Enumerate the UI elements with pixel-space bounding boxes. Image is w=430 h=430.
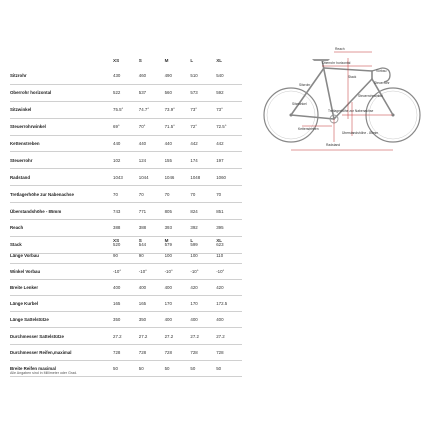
row-value: 442 bbox=[216, 141, 224, 146]
row-value: 73° bbox=[216, 107, 223, 113]
diagram-label-seat-tube: Sitzrohr bbox=[299, 83, 311, 87]
table-row bbox=[10, 68, 242, 85]
size-header-xs: XS bbox=[113, 57, 120, 63]
row-value: 197 bbox=[216, 157, 224, 163]
row-value: 90 bbox=[113, 253, 118, 259]
row-value: 1046 bbox=[164, 174, 175, 180]
frame-geometry-table bbox=[10, 52, 242, 254]
row-value: 805 bbox=[164, 208, 172, 214]
row-value: 75.5° bbox=[113, 107, 124, 113]
table-row bbox=[10, 264, 242, 280]
row-value: 27.2 bbox=[138, 333, 148, 339]
row-value: 50 bbox=[216, 365, 222, 371]
row-value: 560 bbox=[164, 90, 172, 96]
row-value: 124 bbox=[138, 157, 147, 163]
row-value: 388 bbox=[138, 225, 147, 231]
row-value: 537 bbox=[138, 90, 147, 96]
row-value: 490 bbox=[164, 73, 172, 79]
row-value: 392 bbox=[190, 225, 198, 231]
row-value: 74.7° bbox=[138, 107, 150, 113]
row-label: Länge Kurbel bbox=[10, 301, 39, 307]
row-value: 510 bbox=[190, 73, 198, 79]
footnote: Alle Angaben sind in Millimeter oder Grad. bbox=[10, 371, 78, 375]
row-value: 592 bbox=[216, 90, 224, 96]
row-label: Überstandshöhe - 85mm bbox=[10, 208, 62, 214]
row-label: Durchmesser Sattelstütze bbox=[10, 333, 64, 339]
row-value: 420 bbox=[190, 285, 198, 291]
size-header bbox=[10, 52, 242, 68]
size-header bbox=[10, 232, 242, 248]
row-value: 1060 bbox=[216, 174, 226, 180]
size-header-m: M bbox=[164, 237, 169, 243]
row-value: 442 bbox=[190, 141, 198, 146]
row-label: Länge Sattelstütze bbox=[10, 317, 49, 323]
table-row bbox=[10, 296, 242, 312]
row-label: Steuerrohr bbox=[10, 157, 33, 163]
row-label: Kettenstreben bbox=[10, 141, 40, 146]
diagram-label-head-tube: Steuerrohr bbox=[374, 81, 390, 85]
row-label: Breite Reifen maximal bbox=[10, 365, 56, 371]
table-row bbox=[10, 85, 242, 102]
diagram-label-standover: Überstandshöhe - 85mm bbox=[342, 131, 379, 135]
row-label: Breite Lenker bbox=[10, 285, 39, 291]
row-value: -10° bbox=[113, 269, 122, 275]
row-label: Sitzwinkel bbox=[10, 107, 32, 113]
row-value: 824 bbox=[190, 208, 198, 214]
table-row bbox=[10, 136, 242, 153]
bike-geometry-diagram bbox=[262, 42, 422, 162]
row-value: 100 bbox=[190, 253, 198, 259]
row-value: 728 bbox=[113, 349, 121, 355]
diagram-label-seat-angle: Sitzwinkel bbox=[292, 102, 307, 106]
row-value: 579 bbox=[164, 242, 172, 248]
row-value: 165 bbox=[138, 301, 147, 307]
row-value: 400 bbox=[164, 317, 172, 323]
row-value: 50 bbox=[164, 365, 170, 371]
row-value: 50 bbox=[138, 365, 144, 371]
row-value: 771 bbox=[138, 208, 147, 214]
row-value: 388 bbox=[113, 225, 121, 231]
row-value: 170 bbox=[164, 301, 172, 307]
row-value: 420 bbox=[216, 285, 224, 291]
row-value: 522 bbox=[113, 90, 121, 96]
size-header-l: L bbox=[190, 57, 194, 63]
diagram-label-chainstay: Kettenstreben bbox=[298, 127, 319, 131]
table-row bbox=[10, 102, 242, 119]
diagram-label-head-angle: Steuerrohrwinkel bbox=[358, 94, 383, 98]
row-value: 70 bbox=[216, 191, 222, 197]
row-value: 728 bbox=[216, 349, 224, 355]
frame-rows bbox=[10, 68, 242, 254]
row-value: 70 bbox=[138, 191, 144, 197]
row-value: -10° bbox=[190, 269, 199, 275]
size-header-m: M bbox=[164, 57, 169, 63]
diagram-label-bb-height: Tretlagerhöhe zur Nabenachse bbox=[328, 109, 374, 113]
row-value: 728 bbox=[138, 349, 147, 355]
row-value: 70 bbox=[113, 191, 118, 197]
table-row bbox=[10, 345, 242, 361]
row-value: 1044 bbox=[138, 174, 149, 180]
table-row bbox=[10, 119, 242, 136]
row-label: Tretlagerhöhe zur Nabenachse bbox=[10, 191, 74, 197]
size-header-s: S bbox=[138, 237, 142, 243]
row-value: 728 bbox=[164, 349, 172, 355]
row-value: 623 bbox=[216, 242, 224, 248]
row-value: 71.5° bbox=[164, 124, 175, 130]
row-value: 400 bbox=[216, 317, 224, 323]
diagram-label-stack: Stack bbox=[348, 75, 357, 79]
table-row bbox=[10, 248, 242, 264]
row-value: 70 bbox=[164, 191, 170, 197]
row-label: Stack bbox=[10, 242, 22, 248]
row-value: 400 bbox=[113, 285, 121, 291]
table-row bbox=[10, 169, 242, 186]
row-value: 170 bbox=[190, 301, 198, 307]
size-header-xl: XL bbox=[216, 57, 223, 63]
row-label: Oberrohr horizontal bbox=[10, 90, 52, 96]
diagram-label-wheelbase: Radstand bbox=[326, 143, 341, 147]
row-value: 50 bbox=[190, 365, 196, 371]
row-value: 540 bbox=[216, 73, 224, 79]
row-value: 70° bbox=[138, 124, 146, 130]
row-value: 1043 bbox=[113, 174, 123, 180]
row-value: 599 bbox=[190, 242, 198, 248]
diagram-label-top-tube: Oberrohr horizontal bbox=[322, 61, 351, 65]
row-value: 520 bbox=[113, 242, 121, 248]
table-row bbox=[10, 203, 242, 220]
row-label: Durchmesser Reifen,maximal bbox=[10, 349, 72, 355]
row-label: Steuerrohrwinkel bbox=[10, 124, 46, 130]
row-label: Winkel Vorbau bbox=[10, 269, 41, 275]
row-value: 50 bbox=[113, 365, 118, 371]
row-value: 27.2 bbox=[216, 333, 225, 339]
component-rows bbox=[10, 248, 242, 377]
table-row bbox=[10, 280, 242, 296]
row-value: 1048 bbox=[190, 174, 201, 180]
row-value: 102 bbox=[113, 157, 121, 163]
row-label: Radstand bbox=[10, 174, 31, 180]
row-value: 544 bbox=[138, 242, 147, 248]
row-value: 430 bbox=[113, 73, 121, 79]
bike-diagram-svg bbox=[262, 42, 422, 162]
size-header-xl: XL bbox=[216, 237, 223, 243]
row-value: 851 bbox=[216, 208, 224, 214]
row-value: 70 bbox=[190, 191, 196, 197]
row-value: 90 bbox=[138, 253, 144, 259]
row-value: 72° bbox=[190, 124, 198, 130]
row-value: 100 bbox=[164, 253, 172, 259]
row-value: 27.2 bbox=[113, 333, 122, 339]
row-value: 110 bbox=[216, 253, 224, 259]
row-label: Reach bbox=[10, 225, 24, 231]
row-value: 350 bbox=[138, 317, 147, 323]
row-value: 400 bbox=[190, 317, 198, 323]
row-value: -10° bbox=[138, 269, 147, 275]
row-value: 174 bbox=[190, 157, 198, 163]
row-value: 172.5 bbox=[216, 301, 228, 307]
table-row bbox=[10, 152, 242, 169]
size-header-l: L bbox=[190, 237, 194, 243]
row-value: -10° bbox=[164, 269, 173, 275]
row-value: 440 bbox=[164, 141, 172, 146]
row-value: 69° bbox=[113, 124, 120, 130]
row-value: 72.5° bbox=[216, 124, 227, 130]
row-value: 400 bbox=[164, 285, 172, 291]
row-value: 155 bbox=[164, 157, 172, 163]
row-value: 440 bbox=[113, 141, 121, 146]
component-table bbox=[10, 232, 242, 377]
row-label: Länge Vorbau bbox=[10, 253, 39, 259]
row-value: 573 bbox=[190, 90, 198, 96]
table-row bbox=[10, 328, 242, 344]
table-row bbox=[10, 186, 242, 203]
row-value: 27.2 bbox=[190, 333, 199, 339]
row-value: 165 bbox=[113, 301, 121, 307]
diagram-label-reach: Reach bbox=[335, 47, 345, 51]
row-value: 440 bbox=[138, 141, 147, 146]
row-value: 73° bbox=[190, 107, 198, 113]
size-header-s: S bbox=[138, 57, 142, 63]
row-value: 743 bbox=[113, 208, 121, 214]
row-value: 395 bbox=[216, 225, 224, 231]
size-header-xs: XS bbox=[113, 237, 120, 243]
row-value: 393 bbox=[164, 225, 172, 231]
row-value: 728 bbox=[190, 349, 198, 355]
row-value: 460 bbox=[138, 73, 147, 79]
table-row bbox=[10, 312, 242, 328]
row-value: 27.2 bbox=[164, 333, 174, 339]
diagram-label-stem: Vorbau bbox=[376, 69, 387, 73]
measurement-lines bbox=[291, 52, 393, 150]
row-label: Sitzrohr bbox=[10, 73, 27, 79]
row-value: -10° bbox=[216, 269, 225, 275]
row-value: 73.9° bbox=[164, 107, 175, 113]
row-value: 400 bbox=[138, 285, 147, 291]
row-value: 350 bbox=[113, 317, 121, 323]
